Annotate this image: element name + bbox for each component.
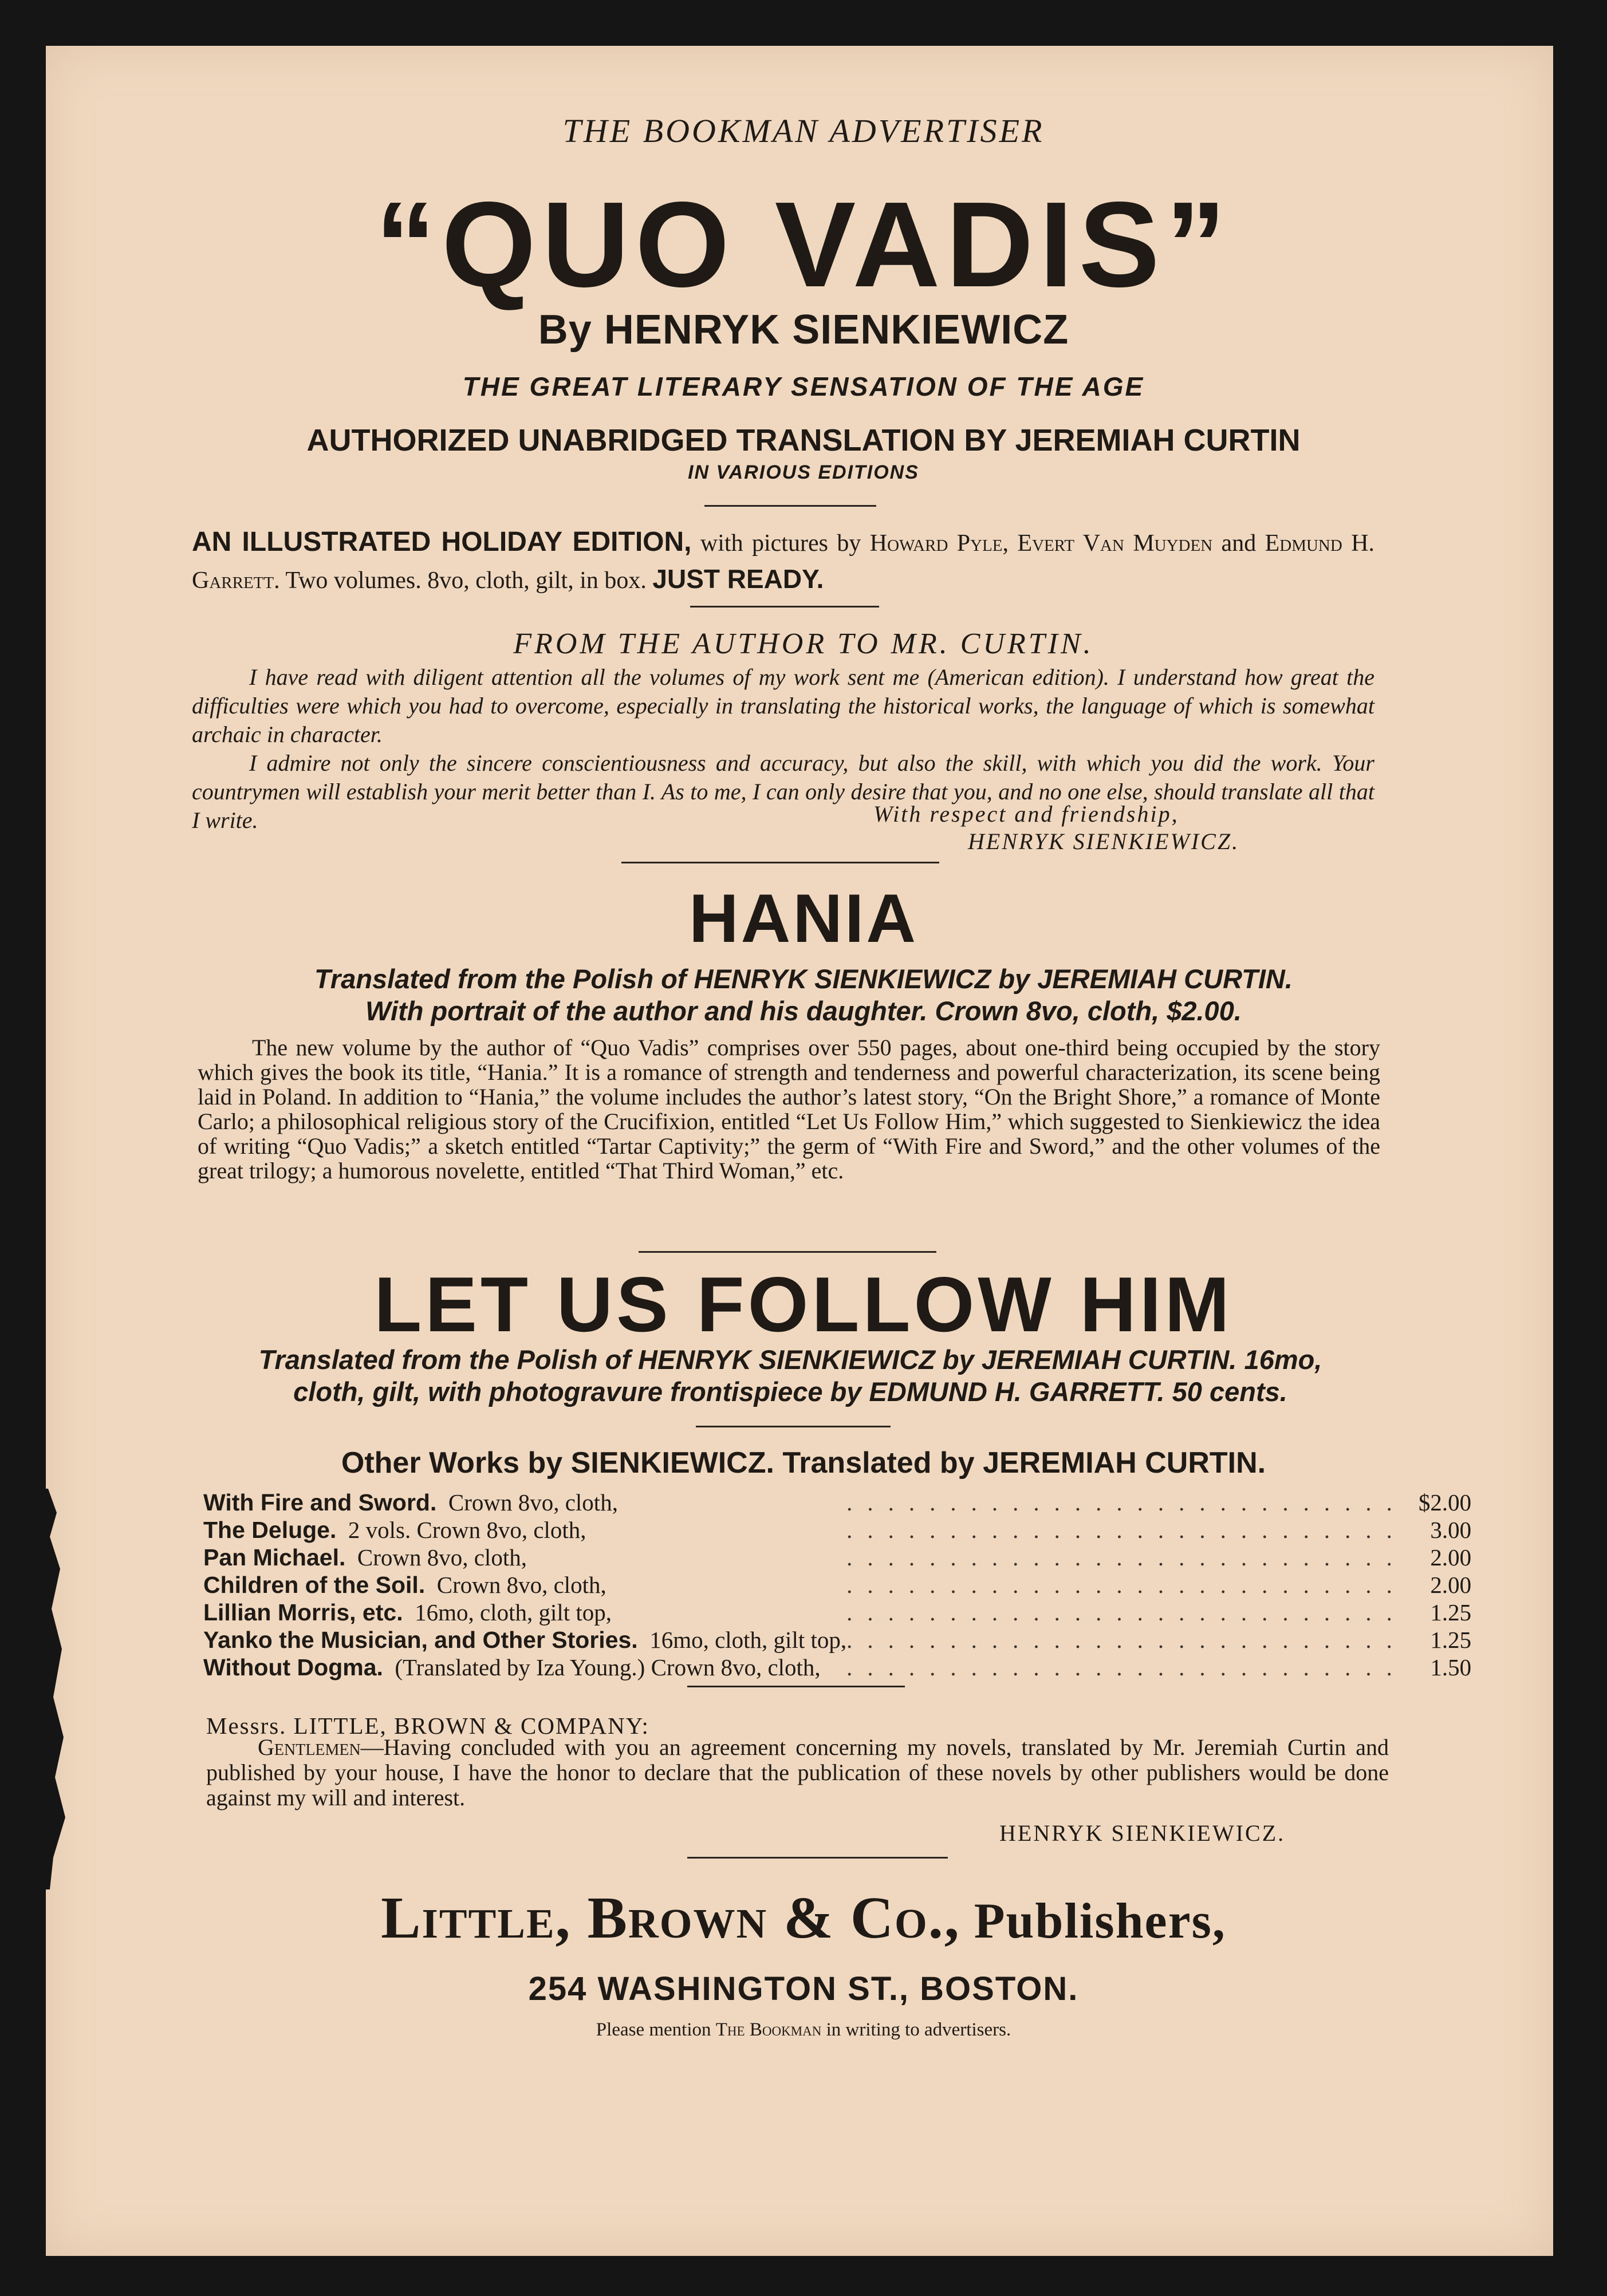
book-details: 16mo, cloth, gilt top,	[415, 1599, 612, 1626]
author-letter	[192, 663, 1374, 835]
illustrator-pyle: Howard Pyle	[869, 530, 1003, 557]
book-price: $2.00	[1418, 1489, 1472, 1516]
translation-note: AUTHORIZED UNABRIDGED TRANSLATION BY JEREMIAH CURTIN	[306, 423, 1301, 457]
book-title: Without Dogma.	[203, 1654, 383, 1680]
book-row	[203, 1516, 1471, 1544]
let-us-follow-him-description	[192, 1344, 1389, 1408]
follow-desc-line: cloth, gilt, with photogravure frontispiece by EDMUND H. GARRETT. 50 cents.	[293, 1376, 1287, 1407]
just-ready-label: JUST READY.	[652, 564, 824, 594]
letter-signature: HENRYK SIENKIEWICZ.	[968, 829, 1240, 854]
illustrator-garrett: Edmund H. Garrett	[192, 530, 1375, 594]
divider	[704, 505, 876, 507]
hania-subtitle: Translated from the Polish of HENRYK SIENKIEWICZ by JEREMIAH CURTIN.	[314, 964, 1293, 994]
book-row	[203, 1544, 1471, 1571]
quo-vadis-tagline: THE GREAT LITERARY SENSATION OF THE AGE	[462, 372, 1145, 401]
book-title: The Deluge.	[203, 1517, 337, 1543]
holiday-and: and	[1212, 530, 1265, 557]
publisher-letter-salutation: Messrs. LITTLE, BROWN & COMPANY:	[206, 1713, 649, 1739]
book-row	[203, 1489, 1471, 1516]
book-price: 3.00	[1430, 1517, 1472, 1543]
dot-leader: ...........................	[846, 1572, 1407, 1598]
divider	[621, 862, 939, 863]
hania-title: HANIA	[689, 880, 918, 957]
letter-paragraph: I have read with diligent attention all the volumes of my work sent me (American edition). I understand how great the difficulties were which you had to overcome, especially in translating the historical works, the language of which is somewhat archaic in character.	[192, 664, 1374, 747]
dot-leader: ...........................	[846, 1654, 1407, 1680]
book-title: Pan Michael.	[203, 1544, 346, 1571]
book-price: 1.50	[1430, 1654, 1472, 1680]
publisher-firm: Little, Brown & Co.,	[381, 1885, 960, 1951]
bookman-mention	[0, 2019, 1607, 2041]
divider	[696, 1426, 891, 1427]
quo-vadis-byline: By HENRYK SIENKIEWICZ	[538, 307, 1069, 353]
holiday-text: with pictures by	[691, 530, 870, 557]
book-row	[203, 1599, 1471, 1626]
mention-text-end: in writing to advertisers.	[821, 2019, 1011, 2040]
hania-description	[198, 1035, 1380, 1183]
let-us-follow-him-title: LET US FOLLOW HIM	[374, 1261, 1233, 1348]
author-letter-heading: FROM THE AUTHOR TO MR. CURTIN.	[513, 628, 1094, 660]
holiday-edition-lead: AN ILLUSTRATED HOLIDAY EDITION,	[192, 527, 692, 557]
dot-leader: ...........................	[846, 1627, 1407, 1653]
hania-subtitle-2: With portrait of the author and his daughter. Crown 8vo, cloth, $2.00.	[365, 996, 1242, 1026]
book-details: 2 vols. Crown 8vo, cloth,	[348, 1517, 586, 1543]
book-title: Lillian Morris, etc.	[203, 1599, 403, 1626]
book-row	[203, 1571, 1471, 1599]
letter-paragraph: I admire not only the sincere conscientiousness and accuracy, but also the skill, with which you did the work. Your countrymen will establish your merit better than I. As to me, I can only desire that you, and no one else, should translate all that I write.	[192, 750, 1374, 833]
mention-text: Please mention	[596, 2019, 716, 2040]
book-row	[203, 1654, 1471, 1681]
book-price: 1.25	[1430, 1627, 1472, 1653]
other-works-heading: Other Works by SIENKIEWICZ. Translated by JEREMIAH CURTIN.	[341, 1446, 1266, 1480]
book-details: 16mo, cloth, gilt top,	[649, 1627, 847, 1653]
publisher-suffix: Publishers,	[960, 1893, 1226, 1949]
mention-bookman: The Bookman	[715, 2019, 822, 2040]
divider	[687, 1857, 948, 1859]
publisher-letter-signature: HENRYK SIENKIEWICZ.	[999, 1820, 1286, 1846]
publisher-letter-text: —Having concluded with you an agreement concerning my novels, translated by Mr. Jeremiah Curtin and published by your house, I have the honor to declare that the publication of these novels by other publishers would be done against my will and interest.	[206, 1734, 1389, 1810]
divider	[639, 1251, 936, 1253]
hania-description-text: The new volume by the author of “Quo Vadis” comprises over 550 pages, about one-third being occupied by the story which gives the book its title, “Hania.” It is a romance of strength and tenderness and powerful characterization, its scene being laid in Poland. In addition to “Hania,” the volume includes the author’s latest story, “On the Bright Shore,” a romance of Monte Carlo; a philosophical religious story of the Crucifixion, entitled “Let Us Follow Him,” which suggested to Sienkiewicz the idea of writing “Quo Vadis;” a sketch entitled “Tartar Captivity;” the germ of “With Fire and Sword,” and the other volumes of the great trilogy; a humorous novelette, entitled “That Third Woman,” etc.	[198, 1035, 1380, 1183]
book-price: 2.00	[1430, 1572, 1472, 1598]
book-details: (Translated by Iza Young.) Crown 8vo, cloth,	[395, 1654, 821, 1680]
divider	[687, 1686, 905, 1687]
holiday-edition-notice	[192, 524, 1374, 598]
dot-leader: ...........................	[846, 1599, 1407, 1626]
book-details: Crown 8vo, cloth,	[436, 1572, 606, 1598]
running-head: THE BOOKMAN ADVERTISER	[562, 112, 1045, 149]
holiday-sep: ,	[1002, 530, 1018, 557]
divider	[690, 606, 879, 607]
dot-leader: ...........................	[846, 1489, 1407, 1516]
dot-leader: ...........................	[846, 1544, 1407, 1571]
publisher-address: 254 WASHINGTON ST., BOSTON.	[528, 1970, 1079, 2007]
book-price: 1.25	[1430, 1599, 1472, 1626]
other-works-list	[203, 1489, 1471, 1681]
book-title: With Fire and Sword.	[203, 1489, 437, 1516]
quo-vadis-title: “QUO VADIS”	[375, 176, 1232, 312]
editions-note: IN VARIOUS EDITIONS	[688, 461, 919, 483]
book-row	[203, 1626, 1471, 1654]
publisher-letter-body	[206, 1735, 1389, 1810]
illustrator-van-muyden: Evert Van Muyden	[1017, 530, 1213, 557]
letter-closing: With respect and friendship,	[873, 801, 1179, 827]
dot-leader: ...........................	[846, 1517, 1407, 1543]
book-details: Crown 8vo, cloth,	[448, 1489, 618, 1516]
follow-desc-line: Translated from the Polish of HENRYK SIENKIEWICZ by JEREMIAH CURTIN. 16mo,	[258, 1344, 1322, 1375]
book-price: 2.00	[1430, 1544, 1472, 1571]
book-title: Children of the Soil.	[203, 1572, 426, 1598]
publisher-name	[0, 1884, 1607, 1952]
book-details: Crown 8vo, cloth,	[357, 1544, 527, 1571]
book-title: Yanko the Musician, and Other Stories.	[203, 1627, 638, 1653]
holiday-details: . Two volumes. 8vo, cloth, gilt, in box.	[274, 567, 653, 594]
gentlemen-label: Gentlemen	[258, 1734, 361, 1760]
